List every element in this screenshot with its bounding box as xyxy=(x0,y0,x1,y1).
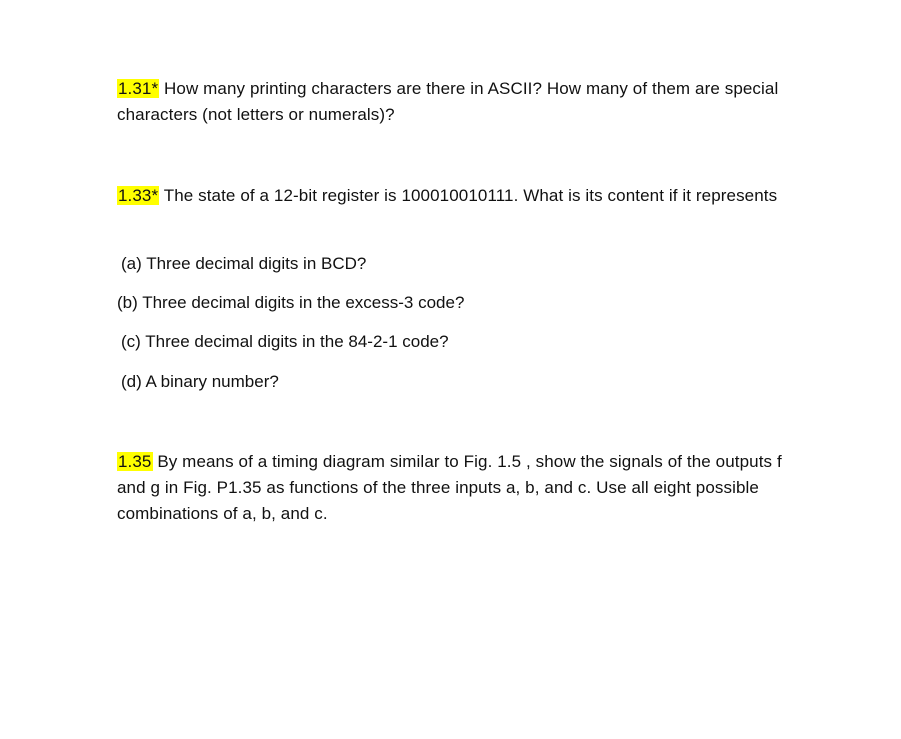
problem-number-highlight: 1.35 xyxy=(118,452,152,471)
problem-1-31 xyxy=(117,76,797,128)
subquestion-d: (d) A binary number? xyxy=(121,372,279,391)
problem-text: The state of a 12-bit register is 100010010111. What is its content if it represents xyxy=(159,186,778,205)
subquestion-b: (b) Three decimal digits in the excess-3 code? xyxy=(117,293,465,312)
problem-1-33 xyxy=(117,183,797,209)
problem-1-35 xyxy=(117,449,797,527)
problem-number-highlight: 1.31* xyxy=(118,79,159,98)
subquestion-a: (a) Three decimal digits in BCD? xyxy=(121,254,367,273)
problem-number-highlight: 1.33* xyxy=(118,186,159,205)
problem-text: How many printing characters are there in ASCII? How many of them are special characters (not letters or numerals)? xyxy=(117,79,779,124)
problem-text: By means of a timing diagram similar to Fig. 1.5 , show the signals of the outputs f and g in Fig. P1.35 as functions of the three inputs a, b, and c. Use all eight possible combinations of a, b, and c. xyxy=(117,452,782,523)
subquestion-c: (c) Three decimal digits in the 84-2-1 code? xyxy=(121,332,449,351)
